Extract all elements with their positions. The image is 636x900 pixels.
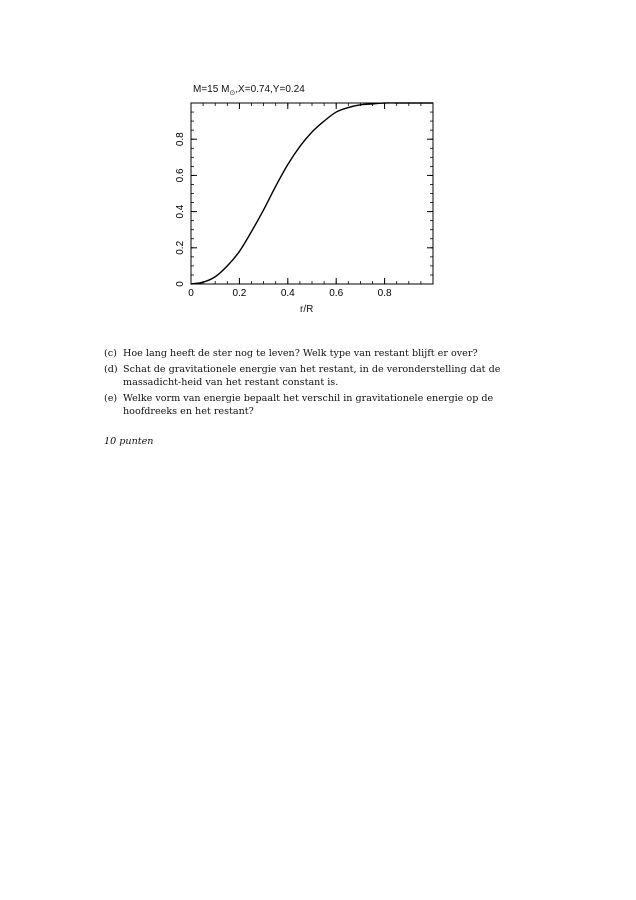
question-c [104, 347, 544, 360]
question-label: (c) [104, 348, 117, 359]
question-label: (e) [104, 393, 118, 404]
series-line [191, 103, 433, 284]
figure [0, 0, 636, 330]
y-tick-label: 0.6 [175, 168, 186, 183]
question-text: Hoe lang heeft de ster nog te leven? Welk type van restant blijft er over? [123, 348, 478, 359]
x-tick-label: 0 [188, 288, 194, 299]
line-chart [0, 0, 636, 330]
chart-title-main: M=15 M [193, 84, 230, 95]
question-text: Welke vorm van energie bepaalt het verschil in gravitationele energie op de hoofdreeks en het restant? [123, 393, 494, 417]
question-d [104, 363, 544, 389]
question-e [104, 392, 544, 418]
x-axis-label: r/R [300, 304, 314, 315]
x-tick-label: 0.8 [377, 288, 392, 299]
chart-title-sun-symbol: ⊙ [229, 90, 236, 97]
question-label: (d) [104, 364, 118, 375]
y-tick-label: 0.2 [175, 240, 186, 255]
x-tick-label: 0.6 [329, 288, 344, 299]
y-tick-label: 0.4 [175, 204, 186, 219]
y-tick-label: 0 [175, 281, 186, 287]
plot-frame [191, 103, 433, 284]
x-tick-label: 0.4 [280, 288, 295, 299]
chart-title-rest: ,X=0.74,Y=0.24 [235, 84, 305, 95]
question-text: Schat de gravitationele energie van het restant, in de veronderstelling dat de massadicht-heid van het restant constant is. [123, 364, 501, 388]
question-list [104, 347, 544, 421]
y-tick-label: 0.8 [175, 132, 186, 147]
x-tick-label: 0.2 [232, 288, 247, 299]
points-label: 10 punten [104, 436, 154, 447]
